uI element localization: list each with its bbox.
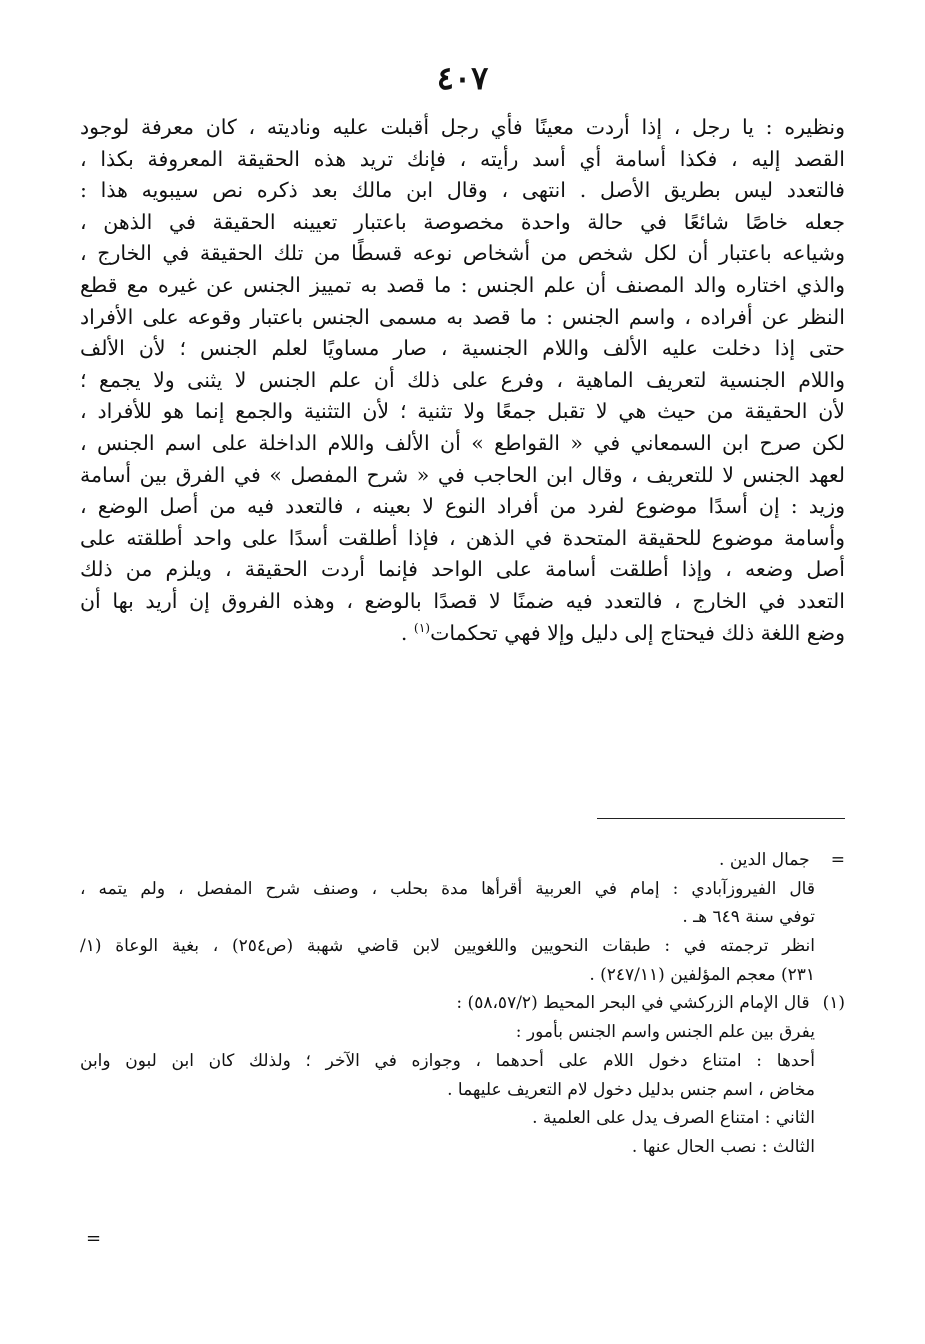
- footnote-number: (١): [822, 993, 845, 1014]
- footnotes-block: [80, 846, 845, 1162]
- main-text-line: لأن الحقيقة من حيث هي لا تقبل جمعًا ولا تثنية ؛ لأن التثنية والجمع إنما هو للأفراد ،: [80, 399, 845, 424]
- footnote-line: مخاض ، اسم جنس بدليل دخول لام التعريف عليهما .: [447, 1079, 815, 1100]
- footnote-line: ٢٣١) معجم المؤلفين (٢٤٧/١١) .: [589, 964, 815, 985]
- main-text-block: [80, 112, 845, 649]
- footnote-line: الثاني : امتناع الصرف يدل على العلمية .: [532, 1108, 815, 1129]
- main-text-line: وضع اللغة ذلك فيحتاج إلى دليل وإلا فهي تحكمات: [430, 620, 845, 645]
- main-text-line: التعدد في الخارج ، فالتعدد فيه ضمنًا لا قصدًا بالوضع ، وهذه الفروق إن أريد بها أن: [80, 588, 845, 613]
- main-text-line: لعهد الجنس لا للتعريف ، وقال ابن الحاجب في « شرح المفصل » في الفرق بين أسامة: [80, 462, 845, 487]
- footnote-continuation-line: [80, 846, 845, 875]
- footnote-line: توفي سنة ٦٤٩ هـ .: [682, 907, 815, 928]
- main-text-line: لكن صرح ابن السمعاني في « القواطع » أن الألف واللام الداخلة على اسم الجنس ،: [80, 430, 845, 455]
- main-text-line: أصل وضعه ، وإذا أطلقت أسامة على الواحد فإنما أردت الحقيقة ، ويلزم من ذلك: [80, 557, 845, 582]
- footnote-line: الثالث : نصب الحال عنها .: [631, 1136, 815, 1157]
- footnote-line: أحدها : امتناع دخول اللام على أحدهما ، وجوازه في الآخر ؛ ولذلك كان ابن لبون وابن: [80, 1050, 815, 1071]
- footnote-divider: [597, 818, 845, 819]
- footnote-text: قال الإمام الزركشي في البحر المحيط (٥٨،٥٧/٢) :: [456, 993, 810, 1014]
- main-text-line: القصد إليه ، فكذا أسامة أي أسد رأيته ، فإنك تريد هذه الحقيقة المعروفة بكذا ،: [80, 146, 845, 171]
- main-text-last-line: [80, 618, 845, 650]
- footnote-line: قال الفيروزآبادي : إمام في العربية أقرأها مدة بحلب ، وصنف شرح المفصل ، ولم يتمه ،: [80, 878, 815, 899]
- footnote-line: يفرق بين علم الجنس واسم الجنس بأمور :: [515, 1022, 815, 1043]
- page-number: ٤٠٧: [436, 59, 489, 97]
- footnote-text: جمال الدين .: [719, 850, 810, 870]
- main-text-line: واللام الجنسية لتعريف الماهية ، وفرع على ذلك أن علم الجنس لا يثنى ولا يجمع ؛: [80, 367, 845, 392]
- footnote-line: انظر ترجمته في : طبقات النحويين واللغويين لابن قاضي شهبة (ص٢٥٤) ، بغية الوعاة (١/: [80, 936, 815, 957]
- continuation-marker: =: [830, 850, 845, 870]
- main-text-line: وأسامة موضوع للحقيقة المتحدة في الذهن ، فإذا أطلقت أسدًا على واحد أطلقته على: [80, 525, 845, 550]
- main-text-line: فالتعدد ليس بطريق الأصل . انتهى ، وقال ابن مالك بعد ذكره نص سيبويه هذا :: [80, 178, 845, 203]
- main-text-line: ونظيره : يا رجل ، إذا أردت معينًا فأي رجل أقبلت عليه وناديته ، كان معرفة لوجود: [80, 115, 845, 139]
- continues-next-page-marker: =: [86, 1228, 102, 1249]
- main-text-line: حتى إذا دخلت عليه الألف واللام الجنسية ، صار مساويًا لعلم الجنس ؛ لأن الألف: [80, 336, 845, 361]
- main-text-line: والذي اختاره والد المصنف أن علم الجنس : ما قصد به تمييز الجنس عن غيره مع قطع: [80, 272, 845, 297]
- footnote-1-first-line: [80, 989, 845, 1018]
- main-text-line: جعله خاصًا شائعًا في حالة واحدة مخصوصة باعتبار تعيينه الحقيقة في الذهن ،: [80, 209, 845, 234]
- closing-period: .: [400, 620, 414, 645]
- main-text-line: وشياعه باعتبار أن لكل شخص من أشخاص نوعه قسطًا من تلك الحقيقة في الخارج ،: [80, 241, 845, 266]
- main-text-line: وزيد : إن أسدًا موضوع لفرد من أفراد النوع لا بعينه ، فالتعدد فيه من أصل الوضع ،: [80, 494, 845, 519]
- main-text-line: النظر عن أفراده ، واسم الجنس : ما قصد به مسمى الجنس باعتبار وقوعه على الأفراد: [80, 304, 845, 329]
- footnote-reference: (١): [413, 620, 431, 635]
